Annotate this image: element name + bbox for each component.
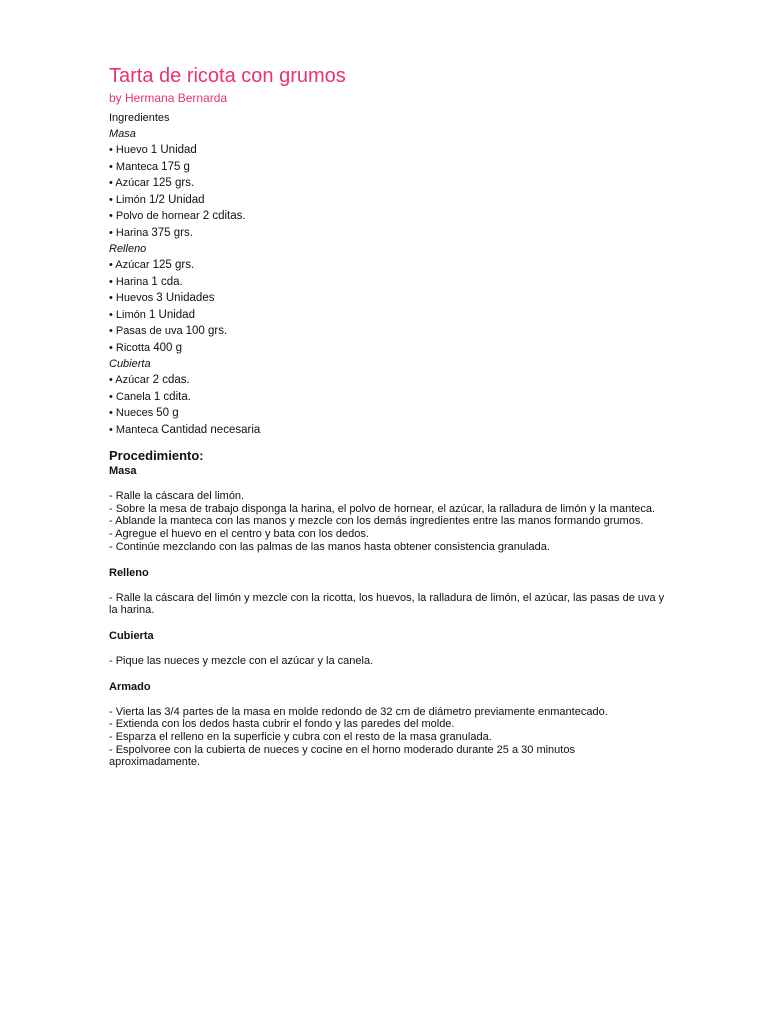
ingredients-block bbox=[109, 126, 669, 438]
ingredient-name: • Limón bbox=[109, 193, 146, 206]
step-line: - Espolvoree con la cubierta de nueces y cocine en el horno moderado durante 25 a 30 minutos aproximadamente. bbox=[109, 743, 575, 769]
ingredient-quantity: 375 grs. bbox=[151, 226, 193, 239]
step-line: - Ablande la manteca con las manos y mezcle con los demás ingredientes entre las manos formando grumos. bbox=[109, 515, 644, 528]
ingredient-quantity: 50 g bbox=[156, 407, 179, 419]
step-text bbox=[109, 490, 669, 554]
ingredient-item bbox=[109, 159, 669, 176]
step-line: - Agregue el huevo en el centro y bata con los dedos. bbox=[109, 528, 369, 541]
step-line: - Ralle la cáscara del limón y mezcle con la ricotta, los huevos, la ralladura de limón, el azúcar, las pasas de uva y la harina. bbox=[109, 591, 665, 617]
step-text bbox=[109, 706, 669, 770]
step-line: - Pique las nueces y mezcle con el azúcar y la canela. bbox=[109, 654, 374, 667]
ingredient-item bbox=[109, 422, 669, 439]
ingredient-item bbox=[109, 208, 669, 225]
ingredient-item bbox=[109, 389, 669, 406]
step-title: Cubierta bbox=[109, 629, 154, 642]
ingredient-quantity: 1 cda. bbox=[151, 275, 183, 288]
ingredient-name: • Azúcar bbox=[109, 177, 150, 189]
ingredient-quantity: 3 Unidades bbox=[156, 292, 215, 304]
ingredient-name: • Polvo de hornear bbox=[109, 210, 200, 222]
step-line: - Esparza el relleno en la superficie y cubra con el resto de la masa granulada. bbox=[109, 731, 492, 744]
procedure-heading: Procedimiento: bbox=[109, 448, 204, 463]
ingredient-name: • Harina bbox=[109, 226, 149, 239]
step-title: Masa bbox=[109, 465, 137, 477]
ingredient-quantity: 1/2 Unidad bbox=[148, 193, 205, 206]
ingredient-name: • Pasas de uva bbox=[109, 325, 183, 337]
ingredient-item bbox=[109, 274, 669, 291]
ingredient-quantity: 1 cdita. bbox=[153, 390, 191, 403]
ingredient-name: • Ricotta bbox=[109, 341, 151, 354]
step-title: Armado bbox=[109, 680, 151, 693]
ingredient-name: • Limón bbox=[109, 308, 146, 321]
ingredient-name: • Manteca bbox=[109, 160, 159, 173]
ingredient-section-title: Relleno bbox=[109, 243, 147, 255]
step-title: Relleno bbox=[109, 566, 149, 579]
ingredient-name: • Nueces bbox=[109, 407, 154, 419]
ingredient-name: • Canela bbox=[109, 390, 151, 403]
ingredient-quantity: 125 grs. bbox=[152, 177, 195, 189]
ingredient-item bbox=[109, 307, 669, 324]
recipe-author: by Hermana Bernarda bbox=[109, 91, 228, 105]
ingredient-item bbox=[109, 142, 669, 159]
ingredient-name: • Huevos bbox=[109, 292, 154, 304]
step-line: - Extienda con los dedos hasta cubrir el fondo y las paredes del molde. bbox=[109, 718, 455, 731]
ingredient-item bbox=[109, 175, 669, 192]
recipe-title: Tarta de ricota con grumos bbox=[109, 65, 346, 87]
ingredients-heading: Ingredientes bbox=[109, 112, 170, 124]
step-text bbox=[109, 592, 669, 617]
ingredient-section-title: Masa bbox=[109, 128, 136, 140]
ingredient-list bbox=[109, 257, 669, 356]
ingredient-name: • Huevo bbox=[109, 144, 148, 156]
ingredient-quantity: 400 g bbox=[153, 341, 182, 354]
ingredient-name: • Azúcar bbox=[109, 259, 150, 271]
step-line: - Continúe mezclando con las palmas de las manos hasta obtener consistencia granulada. bbox=[109, 540, 550, 553]
ingredient-section-title: Cubierta bbox=[109, 358, 151, 370]
ingredient-item bbox=[109, 323, 669, 340]
ingredient-quantity: Cantidad necesaria bbox=[161, 423, 261, 436]
ingredient-name: • Harina bbox=[109, 275, 149, 288]
ingredient-quantity: 125 grs. bbox=[152, 259, 195, 271]
ingredient-name: • Manteca bbox=[109, 423, 159, 436]
ingredient-list bbox=[109, 142, 669, 241]
ingredient-item bbox=[109, 372, 669, 389]
recipe-content bbox=[109, 62, 669, 769]
procedure-block bbox=[109, 464, 669, 769]
step-line: - Vierta las 3/4 partes de la masa en molde redondo de 32 cm de diámetro previamente enmantecado. bbox=[109, 705, 608, 718]
ingredient-item bbox=[109, 192, 669, 209]
ingredient-name: • Azúcar bbox=[109, 374, 150, 386]
step-line: - Sobre la mesa de trabajo disponga la harina, el polvo de hornear, el azúcar, la ralladura de limón y la manteca. bbox=[109, 502, 656, 515]
step-text bbox=[109, 655, 669, 668]
ingredient-item bbox=[109, 340, 669, 357]
ingredient-quantity: 2 cdas. bbox=[152, 374, 190, 386]
ingredient-quantity: 175 g bbox=[161, 160, 190, 173]
ingredient-quantity: 1 Unidad bbox=[150, 144, 197, 156]
ingredient-quantity: 1 Unidad bbox=[148, 308, 195, 321]
ingredient-item bbox=[109, 225, 669, 242]
ingredient-item bbox=[109, 405, 669, 422]
step-line: - Ralle la cáscara del limón. bbox=[109, 490, 245, 502]
ingredient-list bbox=[109, 372, 669, 438]
ingredient-item bbox=[109, 257, 669, 274]
ingredient-quantity: 2 cditas. bbox=[202, 210, 246, 222]
ingredient-quantity: 100 grs. bbox=[185, 325, 228, 337]
ingredient-item bbox=[109, 290, 669, 307]
